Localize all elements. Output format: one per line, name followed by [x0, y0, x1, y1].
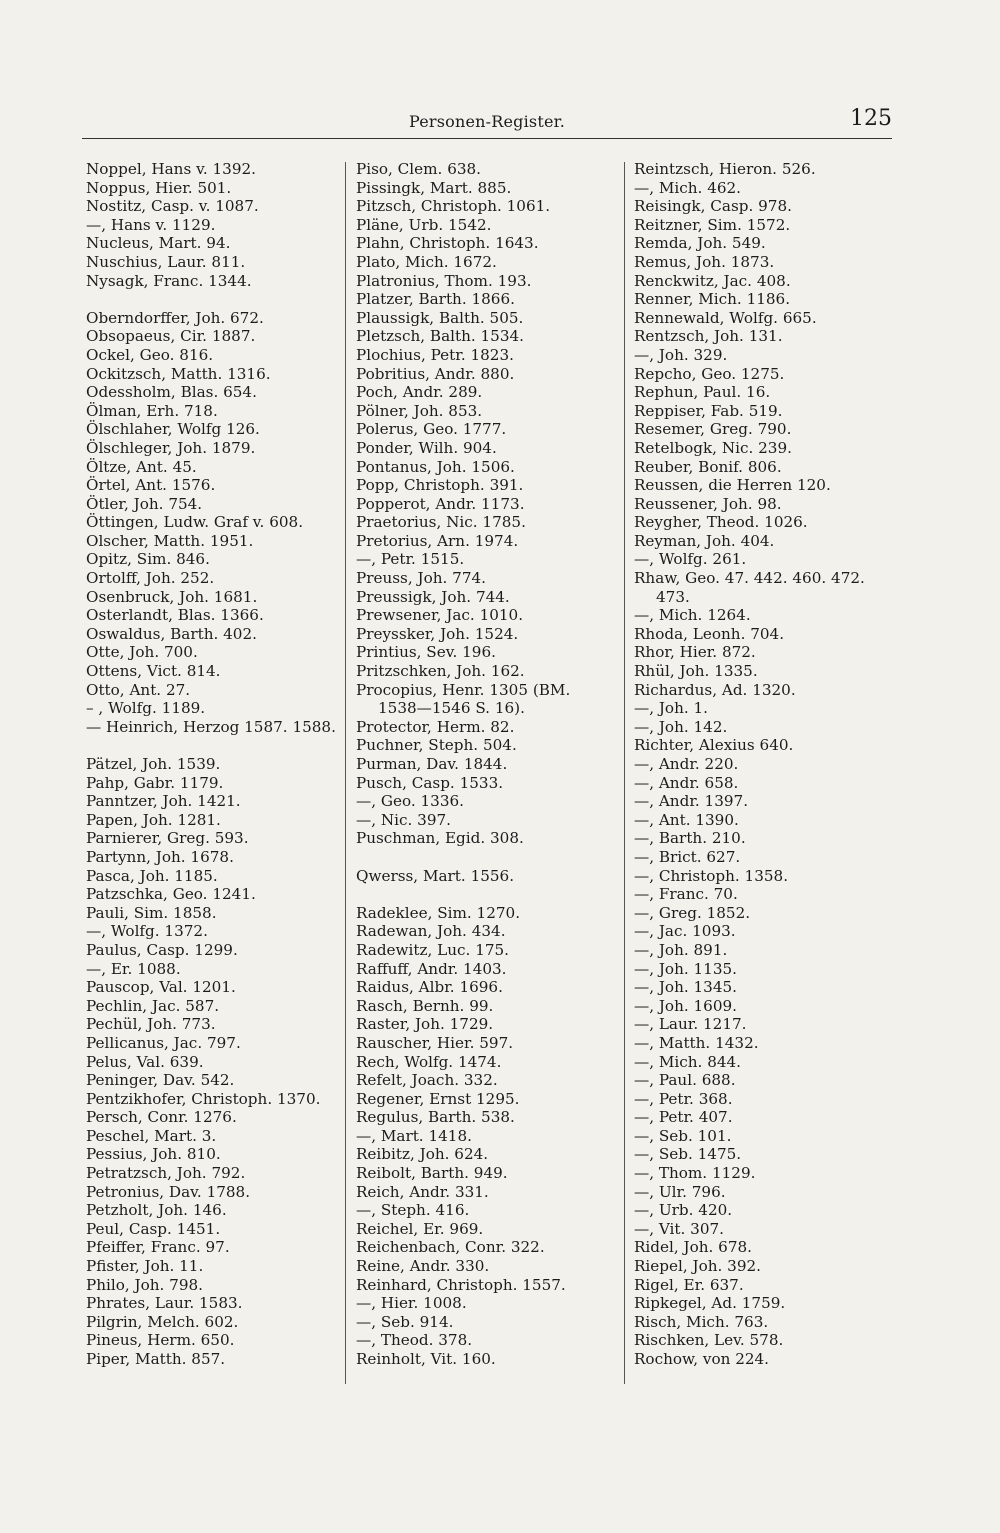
running-title: Personen-Register. [408, 112, 566, 131]
index-entry: Rephun, Paul. 16. [634, 383, 771, 402]
index-entry: —, Geo. 1336. [356, 792, 464, 811]
index-entry: Pasca, Joh. 1185. [86, 866, 218, 885]
index-entry: Nucleus, Mart. 94. [86, 234, 231, 253]
index-entry: Reygher, Theod. 1026. [634, 513, 808, 532]
index-entry: Renckwitz, Jac. 408. [634, 271, 791, 290]
index-entry: —, Joh. 1609. [634, 996, 737, 1015]
index-entry: Öltze, Ant. 45. [86, 457, 197, 476]
index-entry: Peul, Casp. 1451. [86, 1219, 221, 1238]
index-entry: Protector, Herm. 82. [356, 717, 515, 736]
index-column-2 [356, 160, 620, 1369]
index-entry: Regener, Ernst 1295. [356, 1089, 520, 1108]
index-entry: Rech, Wolfg. 1474. [356, 1052, 502, 1071]
index-entry: Pellicanus, Jac. 797. [86, 1033, 241, 1052]
index-entry: Rasch, Bernh. 99. [356, 996, 494, 1015]
index-entry: —, Mich. 462. [634, 178, 742, 197]
index-entry: —, Seb. 1475. [634, 1145, 742, 1164]
index-entry: Popperot, Andr. 1173. [356, 494, 525, 513]
index-entry: Plato, Mich. 1672. [356, 252, 497, 271]
index-entry: Pontanus, Joh. 1506. [356, 457, 515, 476]
index-entry: Plahn, Christoph. 1643. [356, 234, 539, 253]
index-entry: Oberndorffer, Joh. 672. [86, 308, 264, 327]
index-entry: —, Ulr. 796. [634, 1182, 726, 1201]
index-entry: —, Greg. 1852. [634, 903, 751, 922]
index-entry: —, Barth. 210. [634, 829, 746, 848]
index-entry: Plochius, Petr. 1823. [356, 345, 514, 364]
index-entry: 1538—1546 S. 16). [378, 699, 525, 718]
index-entry: —, Ant. 1390. [634, 810, 739, 829]
index-entry: Raster, Joh. 1729. [356, 1015, 494, 1034]
index-entry: Risch, Mich. 763. [634, 1312, 769, 1331]
index-entry: Rischken, Lev. 578. [634, 1331, 784, 1350]
index-entry: Radewitz, Luc. 175. [356, 940, 510, 959]
index-entry: Pentzikhofer, Christoph. 1370. [86, 1089, 321, 1108]
index-entry: Peschel, Mart. 3. [86, 1126, 217, 1145]
index-entry: Rauscher, Hier. 597. [356, 1033, 514, 1052]
index-entry: —, Thom. 1129. [634, 1164, 756, 1183]
index-entry: Pauscop, Val. 1201. [86, 978, 236, 997]
index-entry: Peninger, Dav. 542. [86, 1071, 235, 1090]
index-entry: Nostitz, Casp. v. 1087. [86, 197, 259, 216]
index-entry: Ötler, Joh. 754. [86, 494, 203, 513]
index-entry: Pitzsch, Christoph. 1061. [356, 197, 551, 216]
index-entry: Odessholm, Blas. 654. [86, 383, 257, 402]
index-entry: Pechül, Joh. 773. [86, 1015, 216, 1034]
index-entry: Ripkegel, Ad. 1759. [634, 1294, 786, 1313]
index-entry: Pfister, Joh. 11. [86, 1257, 204, 1276]
index-entry: Pahp, Gabr. 1179. [86, 773, 224, 792]
index-entry: Olscher, Matth. 1951. [86, 531, 254, 550]
index-entry: Poch, Andr. 289. [356, 383, 483, 402]
index-entry: Ölschleger, Joh. 1879. [86, 438, 256, 457]
index-entry: Ölman, Erh. 718. [86, 401, 218, 420]
index-entry: Rochow, von 224. [634, 1350, 770, 1368]
index-entry: Reitzner, Sim. 1572. [634, 215, 791, 234]
index-entry: Remus, Joh. 1873. [634, 252, 775, 271]
index-entry: Pölner, Joh. 853. [356, 401, 483, 420]
index-entry: Rentzsch, Joh. 131. [634, 327, 783, 346]
index-entry: Preussigk, Joh. 744. [356, 587, 510, 606]
index-entry: Örtel, Ant. 1576. [86, 476, 216, 495]
index-entry: Philo, Joh. 798. [86, 1275, 203, 1294]
index-entry: Prewsener, Jac. 1010. [356, 606, 524, 625]
index-entry: Pusch, Casp. 1533. [356, 773, 504, 792]
index-entry: Rennewald, Wolfg. 665. [634, 308, 817, 327]
index-entry: Pauli, Sim. 1858. [86, 903, 217, 922]
index-entry: Petronius, Dav. 1788. [86, 1182, 251, 1201]
index-entry: Puchner, Steph. 504. [356, 736, 517, 755]
index-entry: —, Mich. 1264. [634, 606, 751, 625]
index-entry: Ponder, Wilh. 904. [356, 438, 497, 457]
index-entry: Ockel, Geo. 816. [86, 345, 214, 364]
index-entry: Pineus, Herm. 650. [86, 1331, 235, 1350]
section-gap [86, 736, 348, 755]
index-entry: Pessius, Joh. 810. [86, 1145, 221, 1164]
index-entry: Noppus, Hier. 501. [86, 178, 232, 197]
index-entry: —, Andr. 658. [634, 773, 739, 792]
index-entry: Reisingk, Casp. 978. [634, 197, 792, 216]
index-entry: Procopius, Henr. 1305 (BM. [356, 680, 571, 699]
index-entry: —, Matth. 1432. [634, 1033, 759, 1052]
index-entry: Osterlandt, Blas. 1366. [86, 606, 264, 625]
index-entry: — Heinrich, Herzog 1587. 1588. [86, 717, 336, 736]
index-entry: 473. [656, 587, 690, 606]
index-entry: Reichel, Er. 969. [356, 1219, 484, 1238]
index-entry: Refelt, Joach. 332. [356, 1071, 498, 1090]
index-column-1 [86, 160, 348, 1369]
index-entry: Richardus, Ad. 1320. [634, 680, 796, 699]
section-gap [356, 848, 620, 867]
index-entry: —, Petr. 407. [634, 1108, 733, 1127]
index-entry: Platronius, Thom. 193. [356, 271, 532, 290]
index-entry: Pechlin, Jac. 587. [86, 996, 220, 1015]
index-entry: Rhor, Hier. 872. [634, 643, 756, 662]
index-entry: Obsopaeus, Cir. 1887. [86, 327, 256, 346]
index-entry: Reussener, Joh. 98. [634, 494, 782, 513]
index-entry: —, Mart. 1418. [356, 1126, 472, 1145]
index-entry: Retelbogk, Nic. 239. [634, 438, 792, 457]
index-entry: Opitz, Sim. 846. [86, 550, 210, 569]
index-entry: Resemer, Greg. 790. [634, 420, 792, 439]
index-entry: —, Steph. 416. [356, 1201, 470, 1220]
index-entry: Plaussigk, Balth. 505. [356, 308, 524, 327]
index-entry: Rhül, Joh. 1335. [634, 662, 758, 681]
index-entry: Piper, Matth. 857. [86, 1350, 226, 1368]
index-entry: Ridel, Joh. 678. [634, 1238, 752, 1257]
index-entry: Phrates, Laur. 1583. [86, 1294, 243, 1313]
index-entry: Nuschius, Laur. 811. [86, 252, 246, 271]
index-entry: —, Seb. 914. [356, 1312, 454, 1331]
index-entry: Öttingen, Ludw. Graf v. 608. [86, 513, 304, 532]
index-entry: —, Jac. 1093. [634, 922, 736, 941]
index-entry: Pissingk, Mart. 885. [356, 178, 512, 197]
index-entry: Ortolff, Joh. 252. [86, 569, 215, 588]
index-entry: —, Andr. 1397. [634, 792, 749, 811]
index-entry: Puschman, Egid. 308. [356, 829, 524, 848]
index-entry: —, Mich. 844. [634, 1052, 742, 1071]
index-entry: Reinhard, Christoph. 1557. [356, 1275, 566, 1294]
index-entry: Popp, Christoph. 391. [356, 476, 524, 495]
index-entry: —, Brict. 627. [634, 847, 741, 866]
index-entry: —, Hier. 1008. [356, 1294, 467, 1313]
index-entry: —, Joh. 1. [634, 699, 709, 718]
index-entry: —, Wolfg. 261. [634, 550, 747, 569]
index-entry: —, Wolfg. 1372. [86, 922, 208, 941]
index-entry: Raffuff, Andr. 1403. [356, 959, 507, 978]
index-entry: Richter, Alexius 640. [634, 736, 794, 755]
index-entry: Otte, Joh. 700. [86, 643, 198, 662]
index-entry: —, Joh. 329. [634, 345, 728, 364]
index-entry: —, Franc. 70. [634, 885, 738, 904]
index-entry: Noppel, Hans v. 1392. [86, 160, 256, 178]
index-entry: —, Joh. 1135. [634, 959, 737, 978]
index-entry: Pretorius, Arn. 1974. [356, 531, 519, 550]
index-entry: Printius, Sev. 196. [356, 643, 496, 662]
section-gap [86, 290, 348, 309]
index-column-3 [634, 160, 900, 1369]
index-entry: Preuss, Joh. 774. [356, 569, 486, 588]
index-entry: —, Hans v. 1129. [86, 215, 216, 234]
index-entry: Qwerss, Mart. 1556. [356, 866, 515, 885]
index-entry: Rhoda, Leonh. 704. [634, 624, 785, 643]
index-entry: —, Vit. 307. [634, 1219, 724, 1238]
index-entry: Pobritius, Andr. 880. [356, 364, 515, 383]
page-number: 125 [850, 106, 892, 131]
index-entry: —, Petr. 368. [634, 1089, 733, 1108]
index-entry: Reussen, die Herren 120. [634, 476, 831, 495]
index-entry: Reintzsch, Hieron. 526. [634, 160, 816, 178]
index-entry: Pelus, Val. 639. [86, 1052, 204, 1071]
index-entry: Reich, Andr. 331. [356, 1182, 489, 1201]
index-entry: Petzholt, Joh. 146. [86, 1201, 227, 1220]
index-entry: —, Urb. 420. [634, 1201, 733, 1220]
index-entry: Renner, Mich. 1186. [634, 290, 791, 309]
index-entry: —, Joh. 891. [634, 940, 728, 959]
index-entry: Reppiser, Fab. 519. [634, 401, 783, 420]
index-entry: Rhaw, Geo. 47. 442. 460. 472. [634, 569, 865, 588]
index-entry: Panntzer, Joh. 1421. [86, 792, 241, 811]
column-divider [624, 162, 625, 1384]
index-entry: Reine, Andr. 330. [356, 1257, 490, 1276]
index-entry: Pläne, Urb. 1542. [356, 215, 492, 234]
index-entry: —, Andr. 220. [634, 755, 739, 773]
index-entry: Repcho, Geo. 1275. [634, 364, 785, 383]
index-entry: Reibolt, Barth. 949. [356, 1164, 508, 1183]
index-entry: Pilgrin, Melch. 602. [86, 1312, 239, 1331]
index-entry: Persch, Conr. 1276. [86, 1108, 237, 1127]
index-entry: Oswaldus, Barth. 402. [86, 624, 257, 643]
index-entry: Rigel, Er. 637. [634, 1275, 744, 1294]
index-entry: —, Paul. 688. [634, 1071, 736, 1090]
index-entry: Paulus, Casp. 1299. [86, 940, 238, 959]
index-entry: Papen, Joh. 1281. [86, 810, 221, 829]
index-entry: —, Christoph. 1358. [634, 866, 789, 885]
index-entry: —, Petr. 1515. [356, 550, 465, 569]
index-entry: Partynn, Joh. 1678. [86, 847, 234, 866]
index-entry: Pritzschken, Joh. 162. [356, 662, 525, 681]
index-entry: Reichenbach, Conr. 322. [356, 1238, 545, 1257]
index-entry: Reyman, Joh. 404. [634, 531, 775, 550]
index-entry: —, Joh. 1345. [634, 978, 737, 997]
index-entry: —, Er. 1088. [86, 959, 181, 978]
index-entry: Riepel, Joh. 392. [634, 1257, 761, 1276]
index-entry: Reinholt, Vit. 160. [356, 1350, 496, 1368]
index-entry: Parnierer, Greg. 593. [86, 829, 249, 848]
index-entry: Pfeiffer, Franc. 97. [86, 1238, 230, 1257]
index-entry: Reuber, Bonif. 806. [634, 457, 782, 476]
index-entry: Reibitz, Joh. 624. [356, 1145, 489, 1164]
index-entry: Ockitzsch, Matth. 1316. [86, 364, 271, 383]
index-entry: Polerus, Geo. 1777. [356, 420, 507, 439]
index-entry: Pletzsch, Balth. 1534. [356, 327, 524, 346]
index-entry: Platzer, Barth. 1866. [356, 290, 515, 309]
index-entry: Petratzsch, Joh. 792. [86, 1164, 246, 1183]
index-entry: Ölschlaher, Wolfg 126. [86, 420, 260, 439]
page-header [82, 108, 892, 139]
index-entry: —, Joh. 142. [634, 717, 728, 736]
index-entry: Nysagk, Franc. 1344. [86, 271, 252, 290]
index-entry: Osenbruck, Joh. 1681. [86, 587, 258, 606]
index-entry: – , Wolfg. 1189. [86, 699, 206, 718]
index-entry: Otto, Ant. 27. [86, 680, 191, 699]
section-gap [356, 885, 620, 904]
index-entry: Piso, Clem. 638. [356, 160, 482, 178]
index-entry: Radeklee, Sim. 1270. [356, 903, 521, 922]
index-entry: Regulus, Barth. 538. [356, 1108, 515, 1127]
index-entry: —, Nic. 397. [356, 810, 451, 829]
index-entry: Praetorius, Nic. 1785. [356, 513, 526, 532]
index-entry: Remda, Joh. 549. [634, 234, 766, 253]
index-entry: —, Laur. 1217. [634, 1015, 747, 1034]
index-entry: Pätzel, Joh. 1539. [86, 755, 221, 773]
index-entry: Radewan, Joh. 434. [356, 922, 506, 941]
index-entry: Preyssker, Joh. 1524. [356, 624, 519, 643]
index-entry: Purman, Dav. 1844. [356, 755, 508, 773]
index-entry: —, Seb. 101. [634, 1126, 732, 1145]
index-entry: Raidus, Albr. 1696. [356, 978, 503, 997]
index-entry: —, Theod. 378. [356, 1331, 473, 1350]
index-entry: Ottens, Vict. 814. [86, 662, 221, 681]
index-entry: Patzschka, Geo. 1241. [86, 885, 256, 904]
